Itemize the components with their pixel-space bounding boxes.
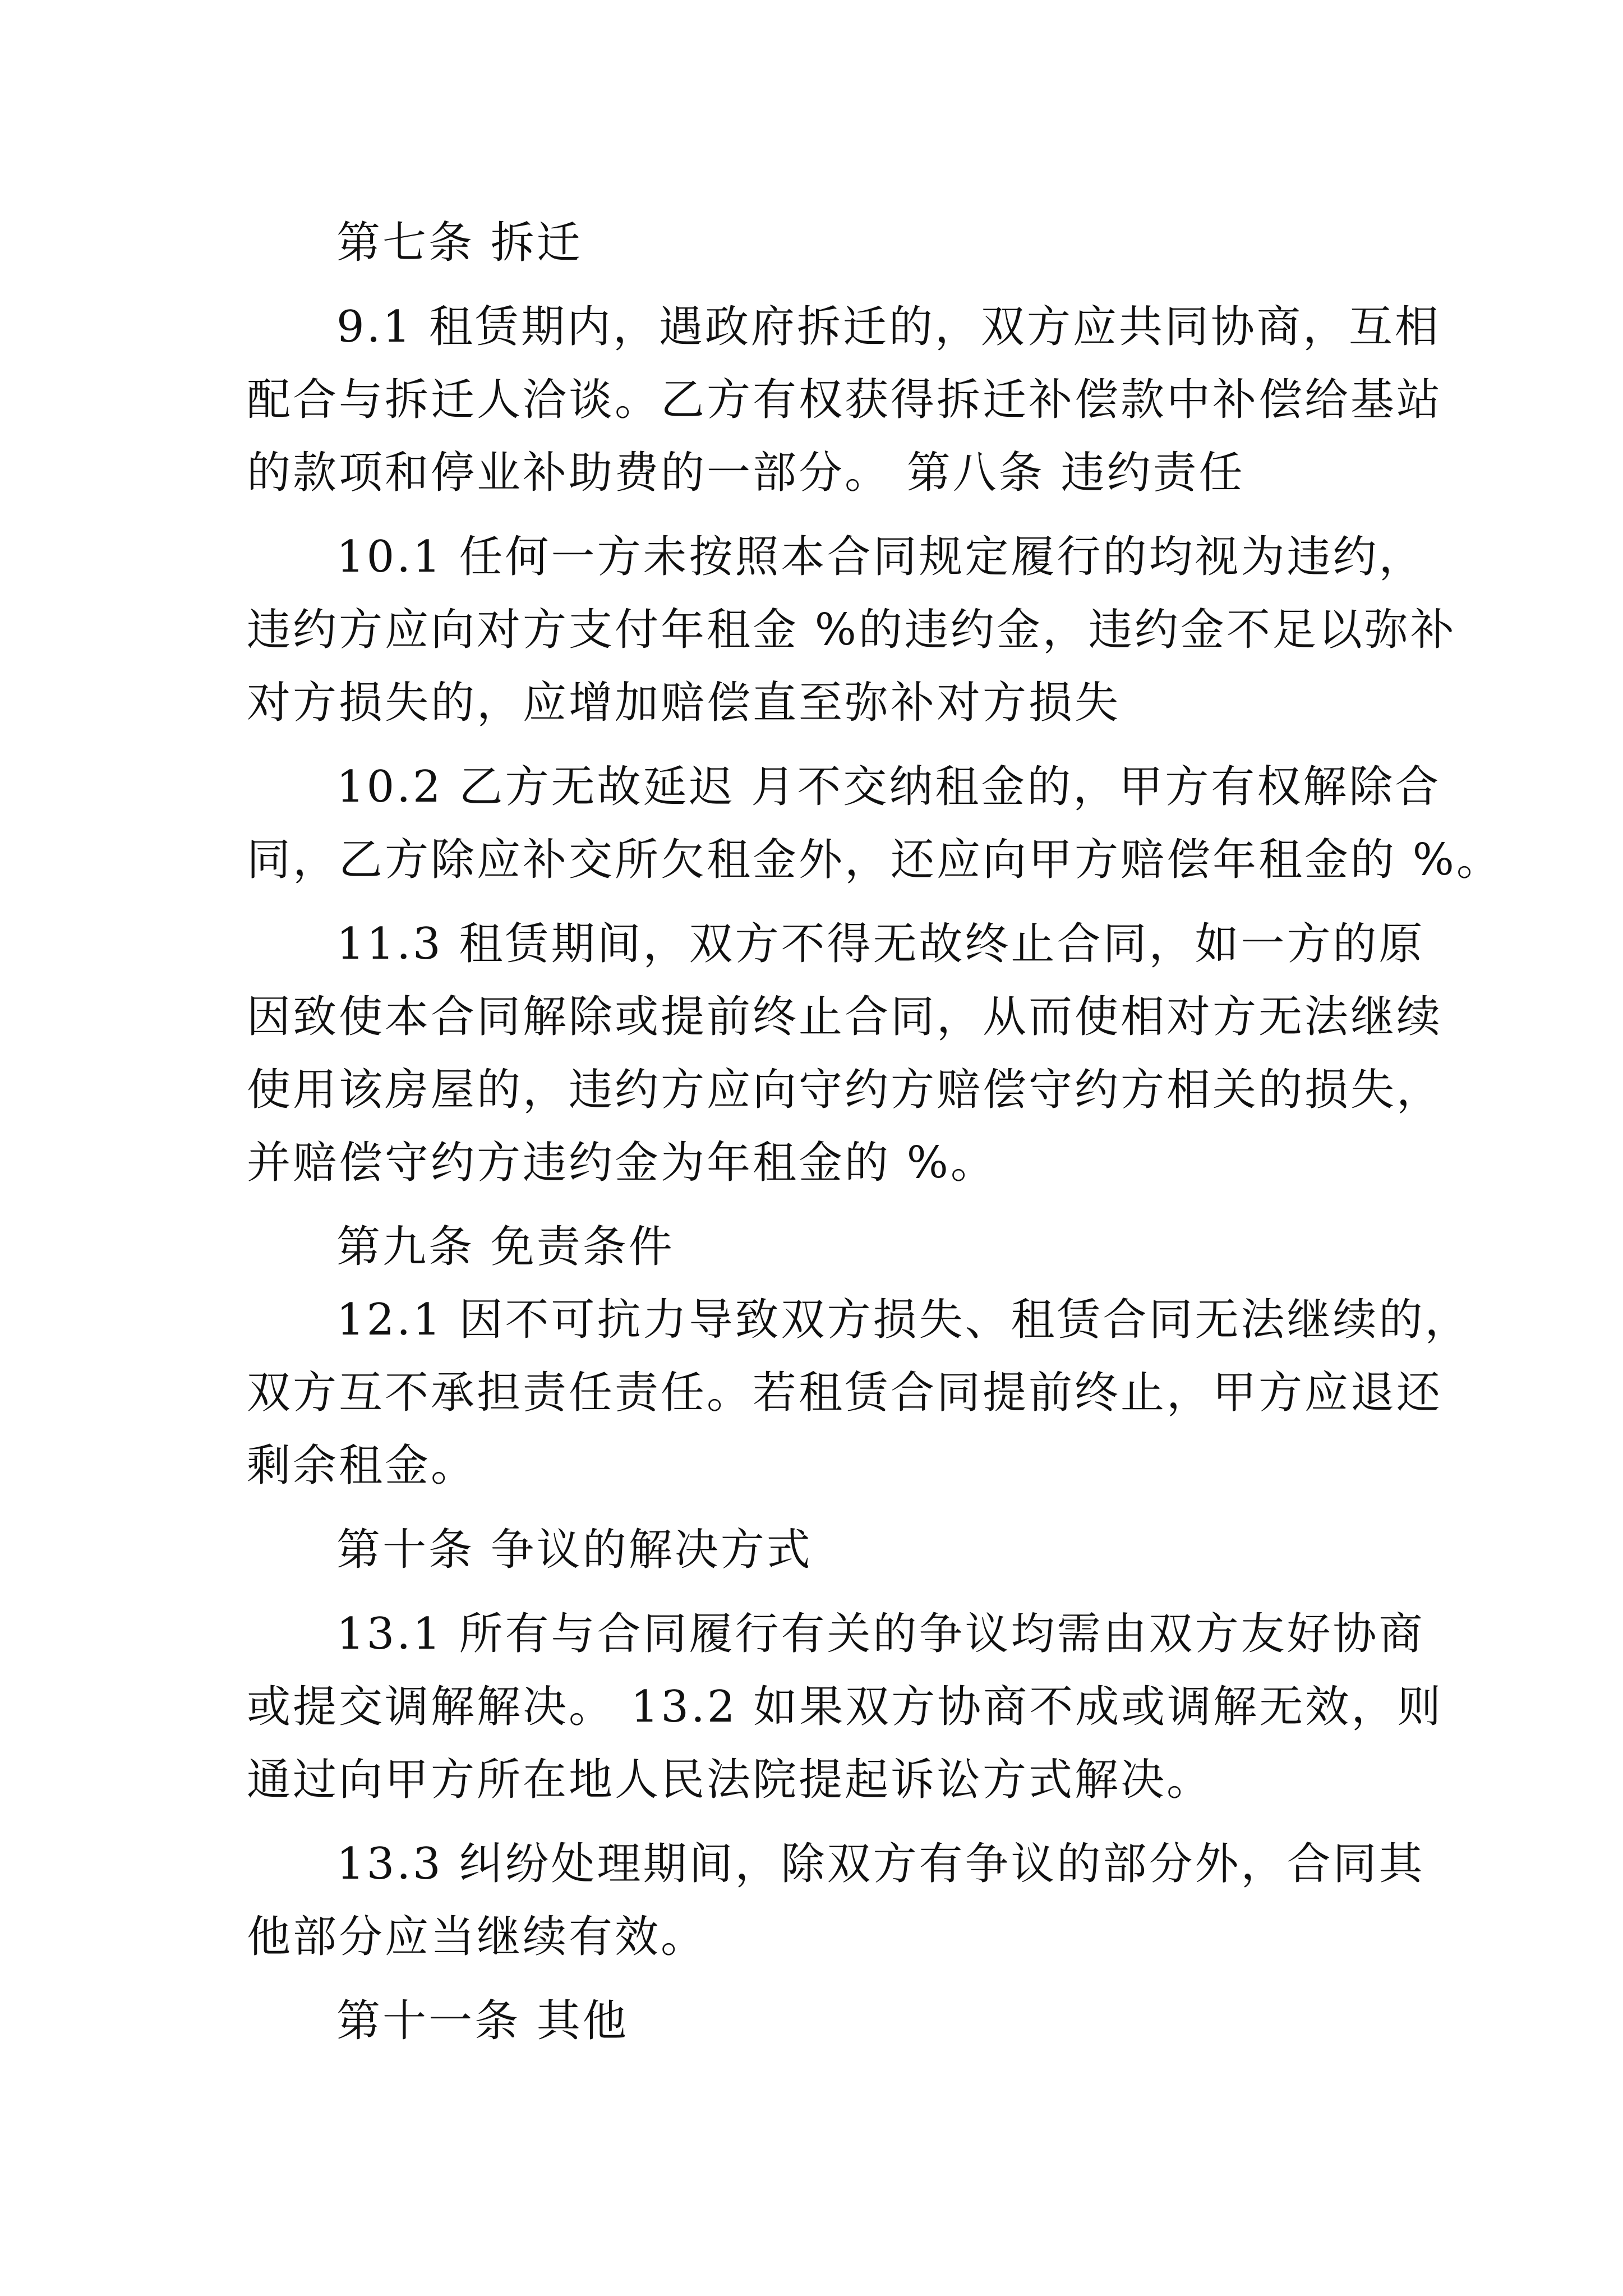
clause-13-1-line-1: 13.1 所有与合同履行有关的争议均需由双方友好协商 [336, 1609, 1425, 1659]
clause-10-1-line-2: 违约方应向对方支付年租金 %的违约金，违约金不足以弥补 [247, 605, 1456, 655]
clause-10-1-line-1: 10.1 任何一方未按照本合同规定履行的均视为违约， [336, 532, 1425, 582]
clause-9-1-line-2: 配合与拆迁人洽谈。乙方有权获得拆迁补偿款中补偿给基站 [247, 375, 1443, 425]
clause-11-3-line-4: 并赔偿守约方违约金为年租金的 %。 [247, 1138, 997, 1188]
clause-10-2-line-2: 同，乙方除应补交所欠租金外，还应向甲方赔偿年租金的 %。 [247, 835, 1502, 885]
clause-13-3-line-2: 他部分应当继续有效。 [247, 1912, 707, 1962]
heading-article-7: 第七条 拆迁 [336, 218, 583, 268]
heading-article-10: 第十条 争议的解决方式 [336, 1525, 813, 1575]
clause-11-3-line-1: 11.3 租赁期间，双方不得无故终止合同，如一方的原 [336, 919, 1425, 969]
clause-11-3-line-2: 因致使本合同解除或提前终止合同，从而使相对方无法继续 [247, 992, 1443, 1042]
clause-9-1-line-1: 9.1 租赁期内，遇政府拆迁的，双方应共同协商，互相 [336, 302, 1441, 352]
clause-13-1-line-2: 或提交调解解决。 13.2 如果双方协商不成或调解无效，则 [247, 1682, 1444, 1732]
heading-article-9: 第九条 免责条件 [336, 1222, 675, 1272]
clause-10-1-line-3: 对方损失的，应增加赔偿直至弥补对方损失 [247, 678, 1121, 728]
clause-10-2-line-1: 10.2 乙方无故延迟 月不交纳租金的，甲方有权解除合 [336, 762, 1441, 812]
clause-13-3-line-1: 13.3 纠纷处理期间，除双方有争议的部分外，合同其 [336, 1839, 1425, 1889]
clause-13-2-line-2: 通过向甲方所在地人民法院提起诉讼方式解决。 [247, 1755, 1213, 1805]
clause-9-1-line-3: 的款项和停业补助费的一部分。 第八条 违约责任 [247, 448, 1245, 498]
heading-article-11: 第十一条 其他 [336, 1996, 629, 2046]
clause-12-1-line-1: 12.1 因不可抗力导致双方损失、租赁合同无法继续的， [336, 1295, 1471, 1345]
clause-11-3-line-3: 使用该房屋的，违约方应向守约方赔偿守约方相关的损失， [247, 1065, 1443, 1115]
clause-12-1-line-3: 剩余租金。 [247, 1441, 477, 1491]
clause-12-1-line-2: 双方互不承担责任责任。若租赁合同提前终止，甲方应退还 [247, 1368, 1443, 1418]
